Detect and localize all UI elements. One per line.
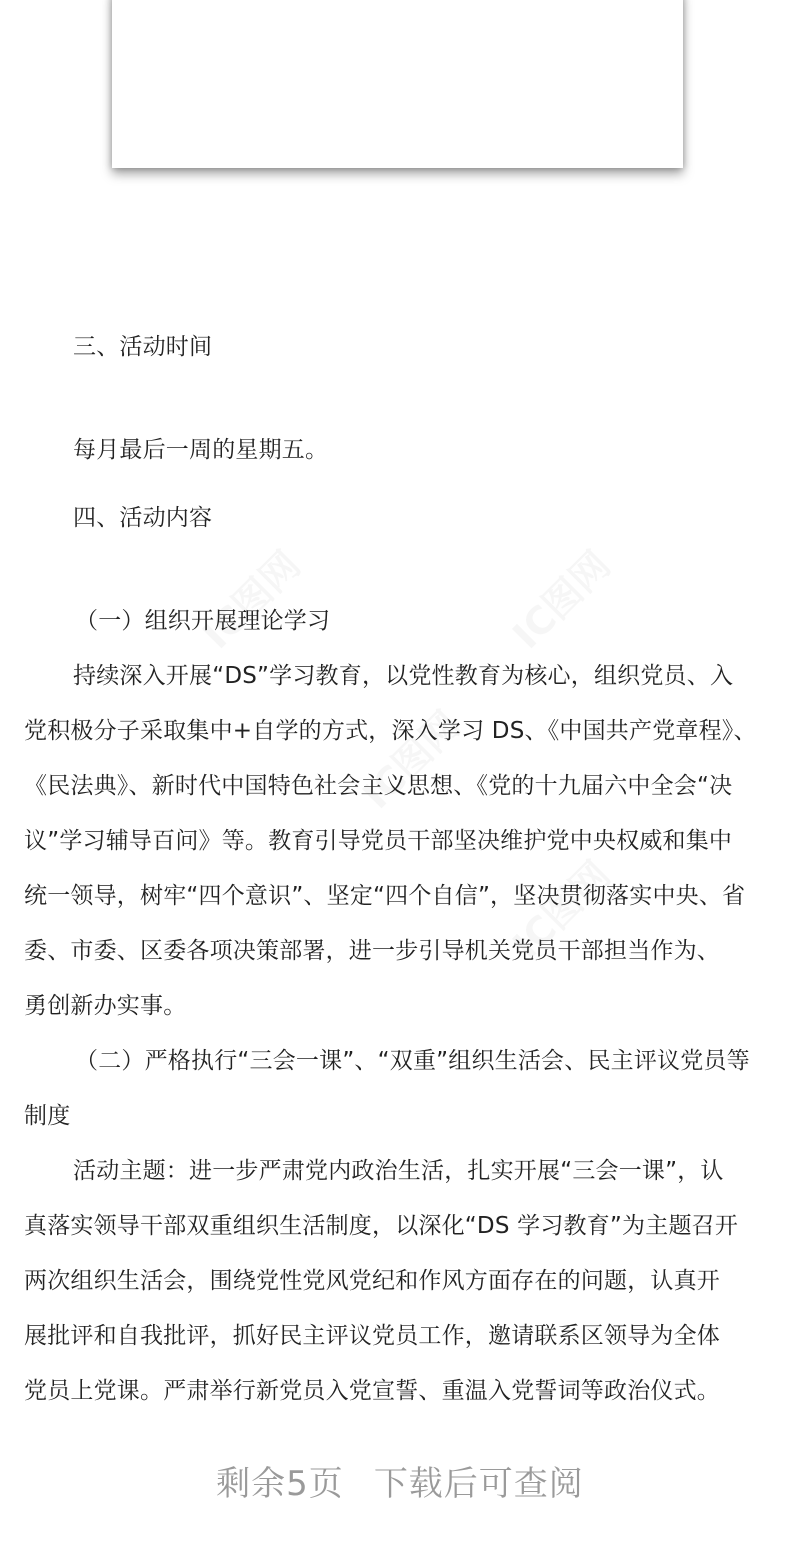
section-heading-content: 四、活动内容 [73, 505, 213, 531]
watermark [188, 536, 310, 658]
paragraph-line: 党员上党课。严肃举行新党员入党宣誓、重温入党誓词等政治仪式。 [24, 1378, 720, 1404]
section-heading-time: 三、活动时间 [73, 334, 213, 360]
time-text: 每月最后一周的星期五。 [73, 437, 329, 463]
paragraph-line: 议”学习辅导百问》等。教育引导党员干部坚决维护党中央权威和集中 [24, 828, 733, 854]
document-page-card [112, 0, 683, 168]
paragraph-line: 真落实领导干部双重组织生活制度，以深化“DS 学习教育”为主题召开 [24, 1213, 739, 1239]
remaining-pages-label[interactable]: 剩余5页 [216, 1464, 344, 1504]
paragraph-line: 勇创新办实事。 [24, 993, 187, 1019]
watermark [498, 536, 620, 658]
sub-heading-organization-life: （二）严格执行“三会一课”、“双重”组织生活会、民主评议党员等 [75, 1048, 750, 1074]
paragraph-line: 活动主题：进一步严肃党内政治生活，扎实开展“三会一课”，认 [73, 1158, 724, 1184]
paragraph-line: 党积极分子采取集中+自学的方式，深入学习 DS、《中国共产党章程》、 [24, 718, 757, 744]
paragraph-line: 展批评和自我批评，抓好民主评议党员工作，邀请联系区领导为全体 [24, 1323, 720, 1349]
paragraph-line: 委、市委、区委各项决策部署，进一步引导机关党员干部担当作为、 [24, 938, 720, 964]
paragraph-line: 持续深入开展“DS”学习教育，以党性教育为核心，组织党员、入 [73, 663, 734, 689]
download-prompt[interactable] [0, 1462, 800, 1506]
sub-heading-theory-study: （一）组织开展理论学习 [75, 608, 331, 634]
paragraph-line: 统一领导，树牢“四个意识”、坚定“四个自信”，坚决贯彻落实中央、省 [24, 883, 746, 909]
paragraph-line: 《民法典》、新时代中国特色社会主义思想、《党的十九届六中全会“决 [24, 773, 733, 799]
sub-heading-organization-life-cont: 制度 [24, 1103, 71, 1129]
download-to-read-label[interactable]: 下载后可查阅 [373, 1464, 584, 1504]
paragraph-line: 两次组织生活会，围绕党性党风党纪和作风方面存在的问题，认真开 [24, 1268, 720, 1294]
